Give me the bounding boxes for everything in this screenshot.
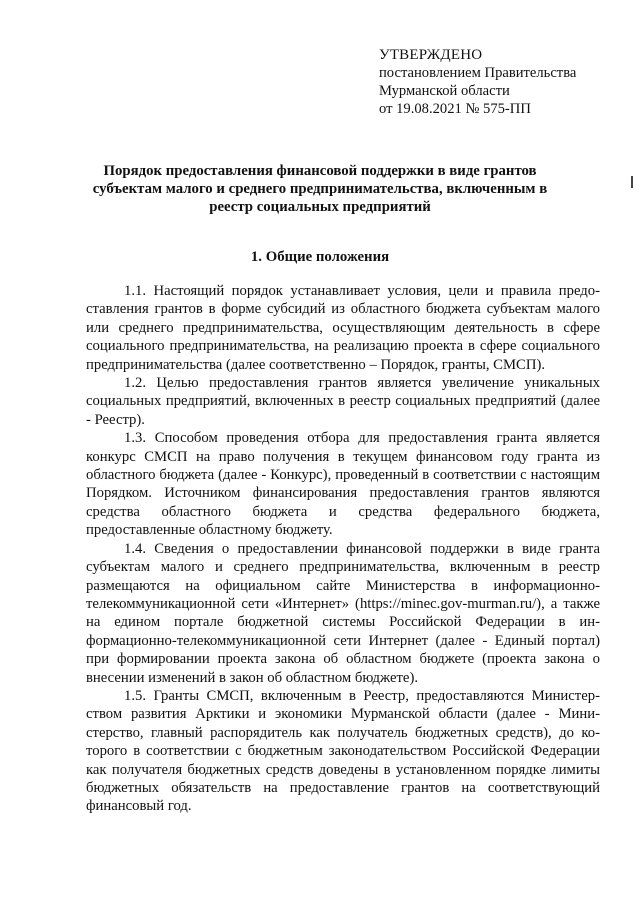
approval-heading: УТВЕРЖДЕНО: [379, 47, 483, 63]
section-heading: 1. Общие положения: [250, 249, 390, 265]
paragraph-1-2: 1.2. Целью предоставления грантов является увеличение уникальных социальных предприятий, включенных в реестр социальных предприятий (далее - Реестр).: [86, 375, 600, 428]
paragraph-1-1: 1.1. Настоящий порядок устанавливает условия, цели и правила предоставления грантов в форме субсидий из областного бюджета субъектам малого или среднего предпринимательства, осуществляющим деятельность в сфере социального предпринимательства, на реализацию проекта в сфере социального предпринимательства (далее соответственно – Порядок, гранты, СМСП).: [86, 283, 600, 373]
approval-line-1: постановлением Правительства: [379, 65, 577, 81]
paragraph-1-4: 1.4. Сведения о предоставлении финансовой поддержки в виде гранта субъектам малого и среднего предпринимательства, включенным в реестр размещаются на официальном сайте Министерства в информационно-телекоммуникационной сети «Интернет» (https://minec.gov-murman.ru/), а также на едином портале бюджетной системы Российской Федерации в информационно-телекоммуникационной сети Интернет (далее - Единый портал) при формировании проекта закона об областном бюджете (проекта закона о внесении изменений в закон об областном бюджете).: [86, 540, 600, 686]
approval-stamp-block: [379, 46, 619, 118]
paragraph-1-5: 1.5. Гранты СМСП, включенным в Реестр, предоставляются Министерством развития Арктики и экономики Мурманской области (далее - Министерство, главный распорядитель как получатель бюджетных средств), до которого в соответствии с бюджетным законодательством Российской Федерации как получателя бюджетных средств доведены в установленном порядке лимиты бюджетных обязательств на предоставление грантов на соответствующий финансовый год.: [86, 687, 600, 815]
document-body: [86, 282, 600, 816]
paragraph-1-3: 1.3. Способом проведения отбора для предоставления гранта является конкурс СМСП на право получения в текущем финансовом году гранта из областного бюджета (далее - Конкурс), проведенный в соответствии с настоящим Порядком. Источником финансирования предоставления грантов являются средства областного бюджета и средства федерального бюджета, предоставленные областному бюджету.: [86, 430, 600, 539]
scan-edge-mark: [631, 176, 633, 188]
approval-line-3: от 19.08.2021 № 575-ПП: [379, 101, 531, 117]
document-title: Порядок предоставления финансовой поддержки в виде грантов субъектам малого и среднего предпринимательства, включенным в реестр социальных предприятий: [92, 163, 548, 215]
approval-line-2: Мурманской области: [379, 83, 510, 99]
